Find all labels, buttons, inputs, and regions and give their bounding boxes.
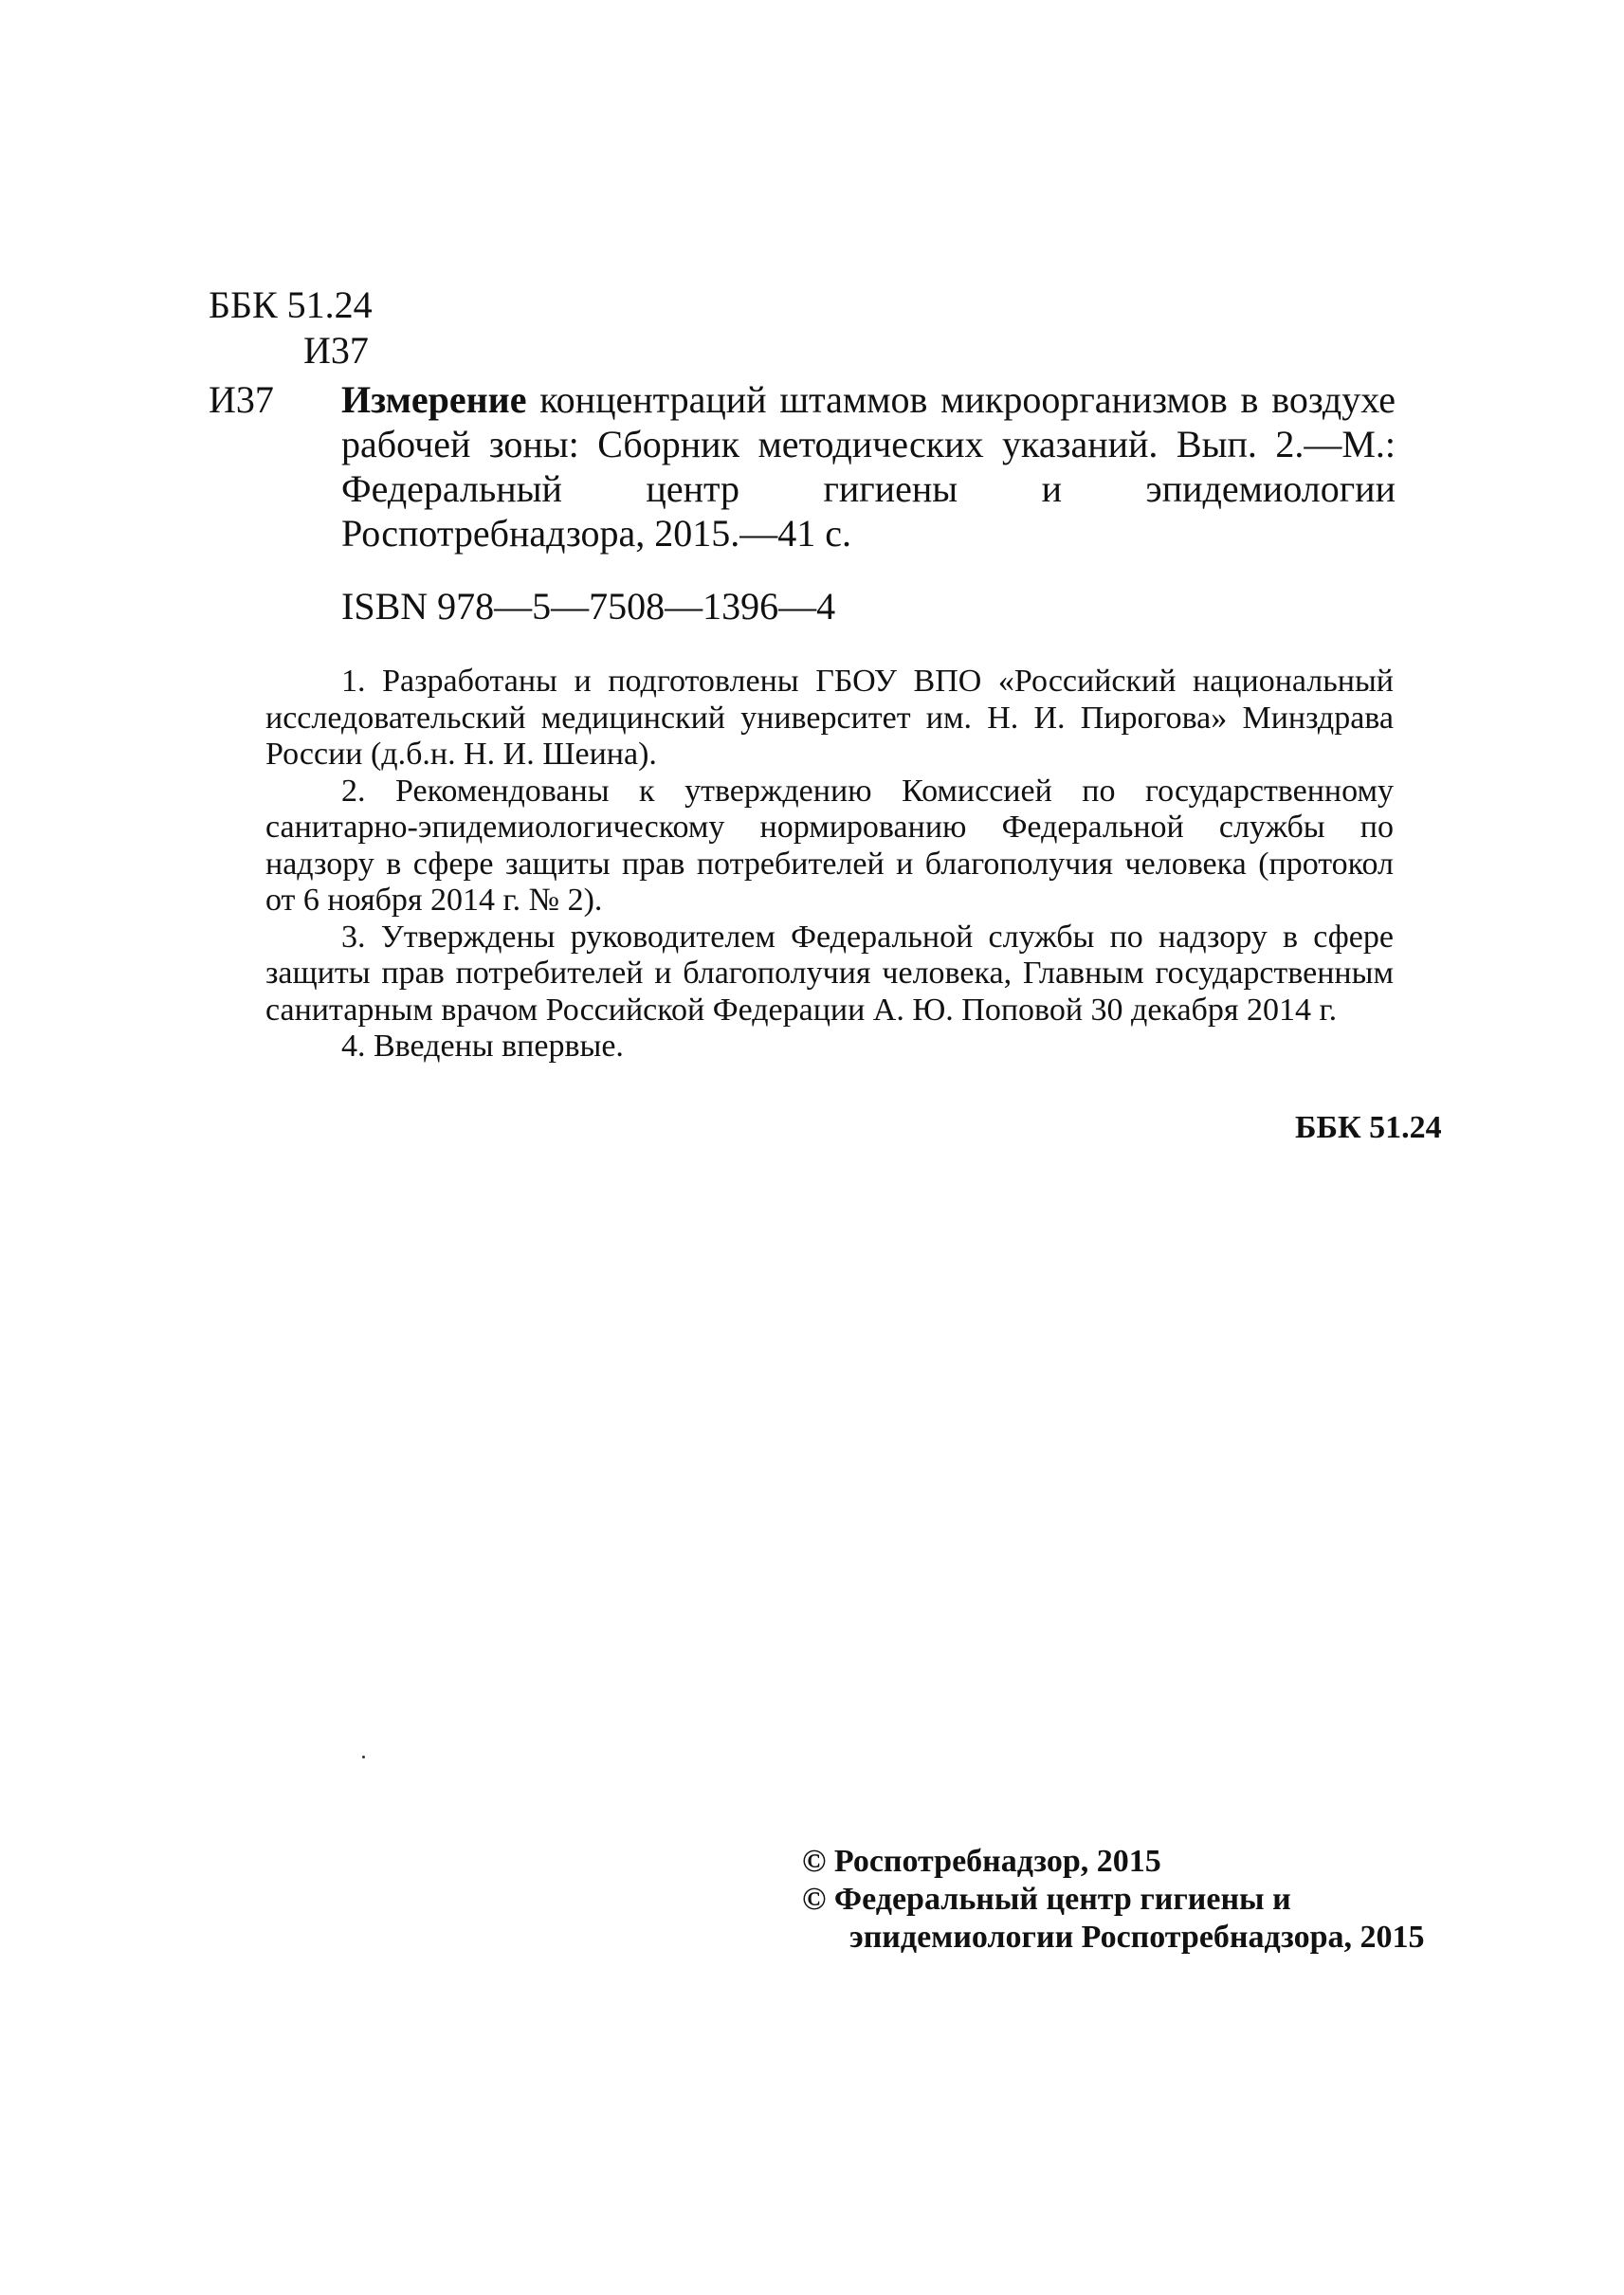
- copyright-line: эпидемиологии Роспотребнадзора, 2015: [849, 1920, 1425, 1955]
- note-item: 4. Введены впервые.: [341, 1029, 624, 1064]
- bbk-classification-bottom: ББК 51.24: [1295, 1110, 1442, 1145]
- note-item: 3. Утверждены руководителем Федеральной службы по надзору в сфере защиты прав потребителей и благополучия человека, Главным государственным санитарным врачом Российской Федерации А. Ю. Поповой 30 декабря 2014 г.: [265, 919, 1394, 1028]
- author-sign: И37: [303, 329, 369, 372]
- copyright-block: [802, 1843, 1425, 1957]
- entry-title-bold: Измерение: [341, 378, 527, 421]
- copyright-line: © Федеральный центр гигиены и: [802, 1882, 1291, 1917]
- isbn: ISBN 978—5—7508—1396—4: [341, 585, 836, 628]
- bibliographic-entry: [209, 377, 1396, 556]
- scan-speck: [362, 1756, 365, 1758]
- entry-description: [209, 377, 1396, 556]
- copyright-line: © Роспотребнадзор, 2015: [802, 1844, 1161, 1879]
- notes-list: [265, 664, 1394, 1066]
- note-item: 1. Разработаны и подготовлены ГБОУ ВПО «Российский национальный исследовательский медицинский университет им. Н. И. Пирогова» Минздрава России (д.б.н. Н. И. Шеина).: [265, 664, 1394, 772]
- note-item: 2. Рекомендованы к утверждению Комиссией по государственному санитарно-эпидемиологическому нормированию Федеральной службы по надзору в сфере защиты прав потребителей и благополучия человека (протокол от 6 ноября 2014 г. № 2).: [265, 773, 1394, 918]
- bbk-classification: ББК 51.24: [209, 283, 373, 326]
- entry-title-rest: концентраций штаммов микроорганизмов в воздухе рабочей зоны: Сборник методических указаний. Вып. 2.—М.: Федеральный центр гигиены и эпидемиологии Роспотребнадзора, 2015.—41 с.: [341, 378, 1396, 555]
- entry-code: И37: [209, 378, 274, 421]
